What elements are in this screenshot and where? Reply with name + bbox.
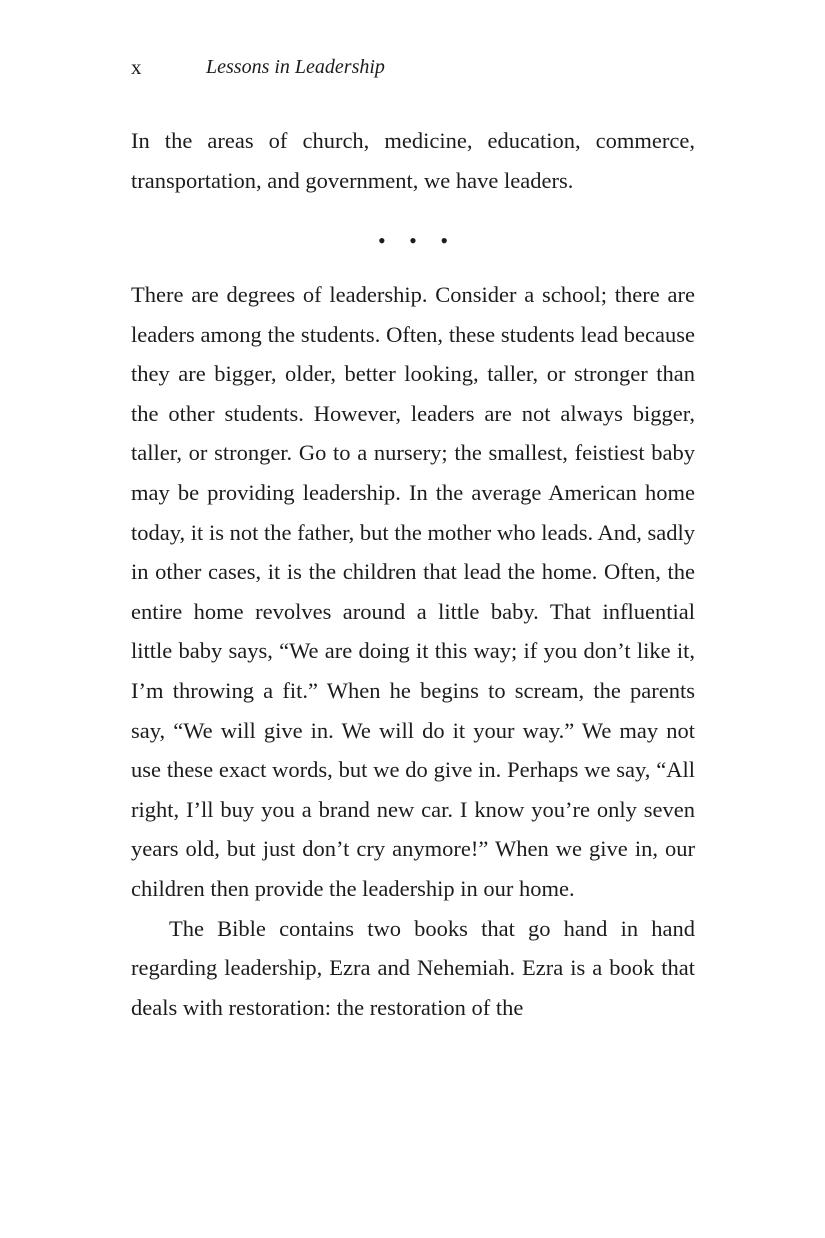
- intro-text-block: [131, 121, 695, 200]
- main-text-block: [131, 275, 695, 1027]
- intro-paragraph: In the areas of church, medicine, education, commerce, transportation, and government, we have leaders.: [131, 128, 695, 193]
- paragraph-degrees-of-leadership: There are degrees of leadership. Consider a school; there are leaders among the students. Often, these students lead because they are bigger, older, better looking, taller, or stronger than the other students. However, leaders are not always bigger, taller, or stronger. Go to a nursery; the smallest, feistiest baby may be providing leadership. In the average American home today, it is not the father, but the mother who leads. And, sadly in other cases, it is the children that lead the home. Often, the entire home revolves around a little baby. That influential little baby says, “We are doing it this way; if you don’t like it, I’m throwing a fit.” When he begins to scream, the parents say, “We will give in. We will do it your way.” We may not use these exact words, but we do give in. Perhaps we say, “All right, I’ll buy you a brand new car. I know you’re only seven years old, but just don’t cry anymore!” When we give in, our children then provide the leadership in our home.: [131, 282, 695, 901]
- section-break-ornament: • • •: [377, 228, 458, 253]
- book-title: Lessons in Leadership: [206, 56, 385, 78]
- page-number: x: [131, 55, 142, 79]
- paragraph-ezra-nehemiah: The Bible contains two books that go hand in hand regarding leadership, Ezra and Nehemiah. Ezra is a book that deals with restoration: the restoration of the: [131, 915, 695, 1020]
- running-head: [131, 52, 695, 82]
